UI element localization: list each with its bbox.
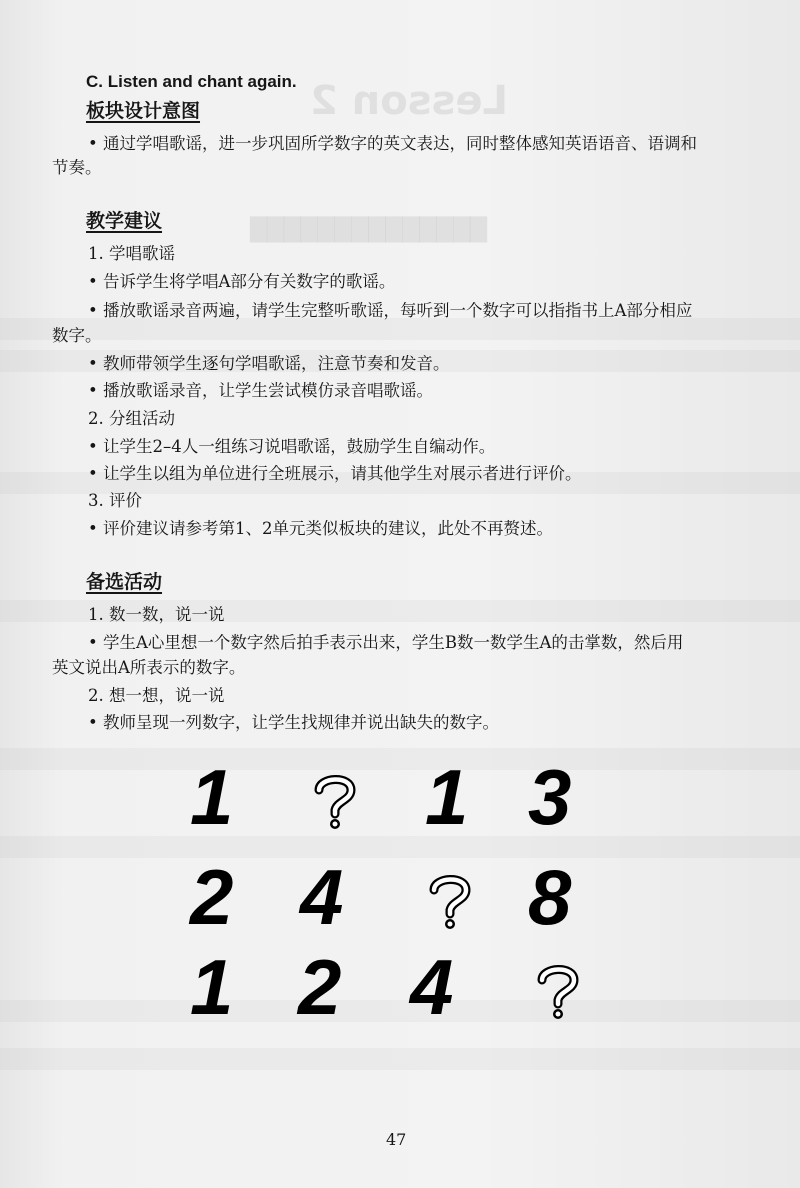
design-intent-heading: 板块设计意图 [86,100,201,122]
suggestion-bullet: • 让学生以组为单位进行全班展示，请其他学生对展示者进行评价。 [88,464,582,483]
pattern-number: 8 [528,853,572,941]
suggestion-step-3: 3. 评价 [88,491,142,510]
pattern-number: 4 [410,943,454,1031]
section-c-title: C. Listen and chant again. [86,72,297,91]
optional-bullet-cont: 英文说出A所表示的数字。 [52,658,246,677]
suggestion-bullet: • 评价建议请参考第1、2单元类似板块的建议，此处不再赘述。 [88,519,553,538]
suggestion-step-2: 2. 分组活动 [88,409,175,428]
optional-bullet: • 教师呈现一列数字，让学生找规律并说出缺失的数字。 [88,713,499,732]
suggestion-step-1: 1. 学唱歌谣 [88,244,175,263]
pattern-number: 1 [190,753,234,841]
suggestions-heading: 教学建议 [86,210,163,232]
suggestion-bullet: • 教师带领学生逐句学唱歌谣，注意节奏和发音。 [88,354,450,373]
missing-number-question-mark [426,872,474,930]
bleed-through-title: Lesson 2 [310,78,508,124]
missing-number-question-mark [534,962,582,1020]
pattern-number: 4 [300,853,344,941]
design-intent-text-1: • 通过学唱歌谣，进一步巩固所学数字的英文表达，同时整体感知英语语音、语调和 [88,134,697,153]
missing-number-question-mark [311,772,359,830]
suggestion-bullet-cont: 数字。 [52,326,102,345]
optional-step-1: 1. 数一数，说一说 [88,605,225,624]
pattern-number: 1 [190,943,234,1031]
pattern-number: 1 [425,753,469,841]
pattern-number: 3 [528,753,572,841]
pattern-number: 2 [298,943,342,1031]
page-number: 47 [386,1130,407,1149]
suggestion-bullet: • 告诉学生将学唱A部分有关数字的歌谣。 [88,272,396,291]
pattern-number: 2 [190,853,234,941]
optional-bullet: • 学生A心里想一个数字然后拍手表示出来，学生B数一数学生A的击掌数，然后用 [88,633,684,652]
optional-step-2: 2. 想一想，说一说 [88,686,225,705]
suggestion-bullet: • 让学生2–4人一组练习说唱歌谣，鼓励学生自编动作。 [88,437,496,456]
design-intent-text-2: 节奏。 [52,158,102,177]
suggestion-bullet: • 播放歌谣录音两遍，请学生完整听歌谣，每听到一个数字可以指指书上A部分相应 [88,301,693,320]
suggestion-bullet: • 播放歌谣录音，让学生尝试模仿录音唱歌谣。 [88,381,433,400]
bleed-through-heading: ██████████████ [250,218,487,243]
optional-activities-heading: 备选活动 [86,571,163,593]
